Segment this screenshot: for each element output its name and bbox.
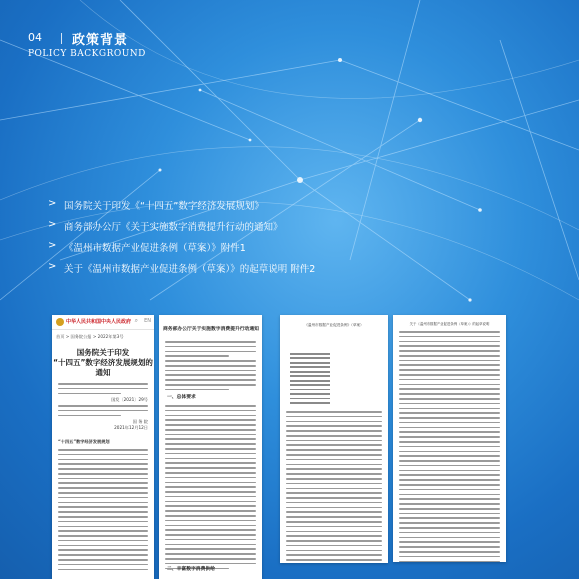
policy-link-1[interactable] [48, 197, 548, 218]
header-divider [61, 33, 62, 44]
policy-link-text: 关于《温州市数据产业促进条例（草案）》的起草说明 附件2 [64, 264, 316, 275]
chevron-right-icon: > [48, 261, 57, 272]
page-number: 04 [28, 31, 42, 44]
chevron-right-icon: > [48, 219, 57, 230]
document-number: 国发〔2021〕29号 [111, 397, 148, 402]
gov-site-name: 中华人民共和国中央人民政府 [66, 319, 132, 325]
plan-title: “十四五”数字经济发展规划 [58, 439, 110, 444]
document-body-text [399, 331, 500, 562]
document-thumbnail-commerce[interactable] [159, 315, 262, 579]
policy-link-3[interactable] [48, 239, 548, 260]
national-emblem-icon [56, 318, 64, 326]
document-issuer: 国 务 院 [132, 419, 148, 424]
policy-link-text: 商务部办公厅《关于实施数字消费提升行动的通知》 [64, 222, 283, 233]
breadcrumb: 首页 > 国务院公报 > 2022年第3号 [56, 334, 124, 339]
document-thumbnail-draft-regulation[interactable] [280, 315, 388, 563]
policy-link-text: 国务院关于印发《“十四五”数字经济发展规划》 [64, 201, 264, 212]
document-title: 《温州市数据产业促进条例》（草案） [304, 323, 364, 327]
document-thumbnail-state-council[interactable] [52, 315, 154, 579]
document-body-text [58, 405, 148, 419]
document-title: 国务院关于印发 “十四五”数字经济发展规划的 通知 [53, 348, 153, 377]
section-heading: 一、总体要求 [167, 395, 196, 400]
section-title: 政策背景 [72, 33, 129, 48]
document-title: 关于《温州市数据产业促进条例（草案）》的起草说明 [409, 322, 490, 326]
document-body-text [286, 411, 382, 563]
policy-link-4[interactable] [48, 260, 548, 281]
document-body-text [58, 383, 148, 397]
document-date: 2021年12月12日 [114, 425, 148, 430]
policy-link-2[interactable] [48, 218, 548, 239]
document-title: 商务部办公厅关于实施数字消费提升行动通知 [163, 327, 259, 332]
document-body-text [58, 449, 148, 573]
policy-link-text: 《温州市数据产业促进条例（草案）》附件1 [64, 243, 246, 254]
chevron-right-icon: > [48, 198, 57, 209]
gov-site-bar [52, 315, 154, 330]
document-thumbnail-drafting-explanation[interactable] [393, 315, 506, 562]
chevron-right-icon: > [48, 240, 57, 251]
section-subtitle: POLICY BACKGROUND [28, 49, 146, 59]
document-body-text [165, 341, 256, 394]
policy-link-list [48, 197, 548, 281]
table-of-contents [290, 353, 330, 407]
search-icon: ⌕ [134, 317, 138, 324]
language-toggle: EN [144, 318, 151, 324]
section-heading: 二、丰富数字消费供给 [167, 567, 215, 572]
document-body-text [165, 405, 256, 572]
